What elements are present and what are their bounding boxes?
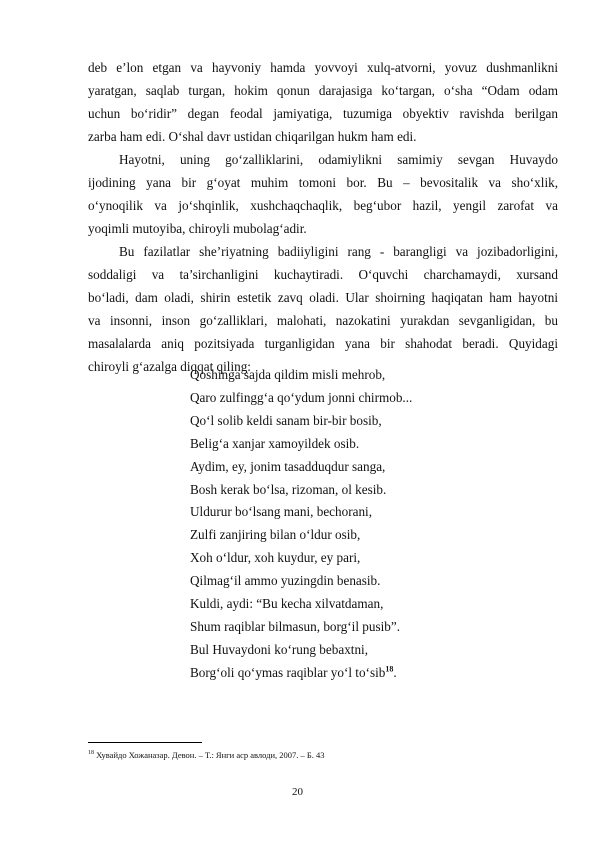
text-line: o‘ynoqilik va jo‘shqinlik, xushchaqchaqlik, beg‘ubor hazil, yengil zarofat va [88,197,558,213]
poem-line: Zulfi zanjiring bilan o‘ldur osib, [190,527,361,543]
poem-block [190,364,412,685]
text-line: uchun bo‘ridir” degan feodal jamiyatiga, tuzumiga obyektiv ravishda berilgan [88,105,558,121]
paragraph-text [88,149,558,241]
footnote-number: 18 [88,750,94,757]
text-line: yoqimli mutoyiba, chiroyli mubolag‘adir. [88,220,307,236]
poem-line: Qo‘l solib keldi sanam bir-bir bosib, [190,412,382,428]
page-number: 20 [292,786,303,798]
text-line: chiroyli g‘azalga diqqat qiling: [88,358,251,374]
poem-line: Belig‘a xanjar xamoyildek osib. [190,435,360,451]
paragraph-1 [88,57,558,149]
text-line: Bu fazilatlar she’riyatning badiiyligini rang - barangligi va jozibadorligini, [119,244,558,259]
footnote-ref[interactable]: 18 [385,664,394,674]
poem-line-last: Borg‘oli qo‘ymas raqiblar yo‘l to‘sib$^{18}$. [190,664,397,680]
text-line: zarba ham edi. O‘shal davr ustidan chiqarilgan hukm ham edi. [88,128,417,144]
text-line: ijodining yana bir g‘oyat muhim tomoni bor. Bu – bevositalik va sho‘xlik, [88,174,558,190]
text-line: masalalarda aniq pozitsiyada turganligidan yana bir shahodat beradi. Quyidagi [88,335,558,351]
paragraph-3 [88,241,558,378]
paragraph-text [88,57,558,149]
poem-line: Qilmag‘il ammo yuzingdin benasib. [190,573,381,589]
poem-line: Bul Huvaydoni ko‘rung bebaxtni, [190,641,369,657]
footnote-divider [88,742,202,743]
footnote [88,750,325,761]
poem-line: Shum raqiblar bilmasun, borg‘il pusib”. [190,618,401,634]
poem-line: Qoshinga sajda qildim misli mehrob, [190,367,386,382]
poem-line: Qaro zulfingg‘a qo‘ydum jonni chirmob... [190,389,413,405]
poem-line: Uldurur bo‘lsang mani, bechorani, [190,504,373,520]
text-line: yaratgan, saqlab turgan, hokim qonun darajasiga ko‘targan, o‘sha “Odam odam [88,82,558,98]
text-line: deb e’lon etgan va hayvoniy hamda yovvoyi xulq-atvorni, yovuz dushmanlikni [88,60,558,75]
poem-line: Aydim, ey, jonim tasadduqdur sanga, [190,458,386,474]
poem-line: Bosh kerak bo‘lsa, rizoman, ol kesib. [190,481,387,497]
footnote-text: Хувайдо Хожаназар. Девон. – Т.: Янги аср авлоди, 2007. – Б. 43 [94,750,325,760]
text-line: va insonni, inson go‘zalliklari, malohati, nazokatini yurakdan sevganligidan, bu [88,312,558,328]
poem-line: Kuldi, aydi: “Bu kecha xilvatdaman, [190,596,384,612]
text-line: bo‘ladi, dam oladi, shirin estetik zavq oladi. Ular shoirning haqiqatan ham hayotni [88,289,558,305]
poem-line-text: Borg‘oli qo‘ymas raqiblar yo‘l to‘sib [190,664,386,680]
paragraph-2 [88,149,558,241]
text-line: Hayotni, uning go‘zalliklarini, odamiylikni samimiy sevgan Huvaydo [119,152,558,167]
text-line: soddaligi va ta’sirchanligini kuchaytiradi. O‘quvchi charchamaydi, xursand [88,266,558,282]
paragraph-text [88,241,558,378]
poem-line: Xoh o‘ldur, xoh kuydur, ey pari, [190,550,361,566]
